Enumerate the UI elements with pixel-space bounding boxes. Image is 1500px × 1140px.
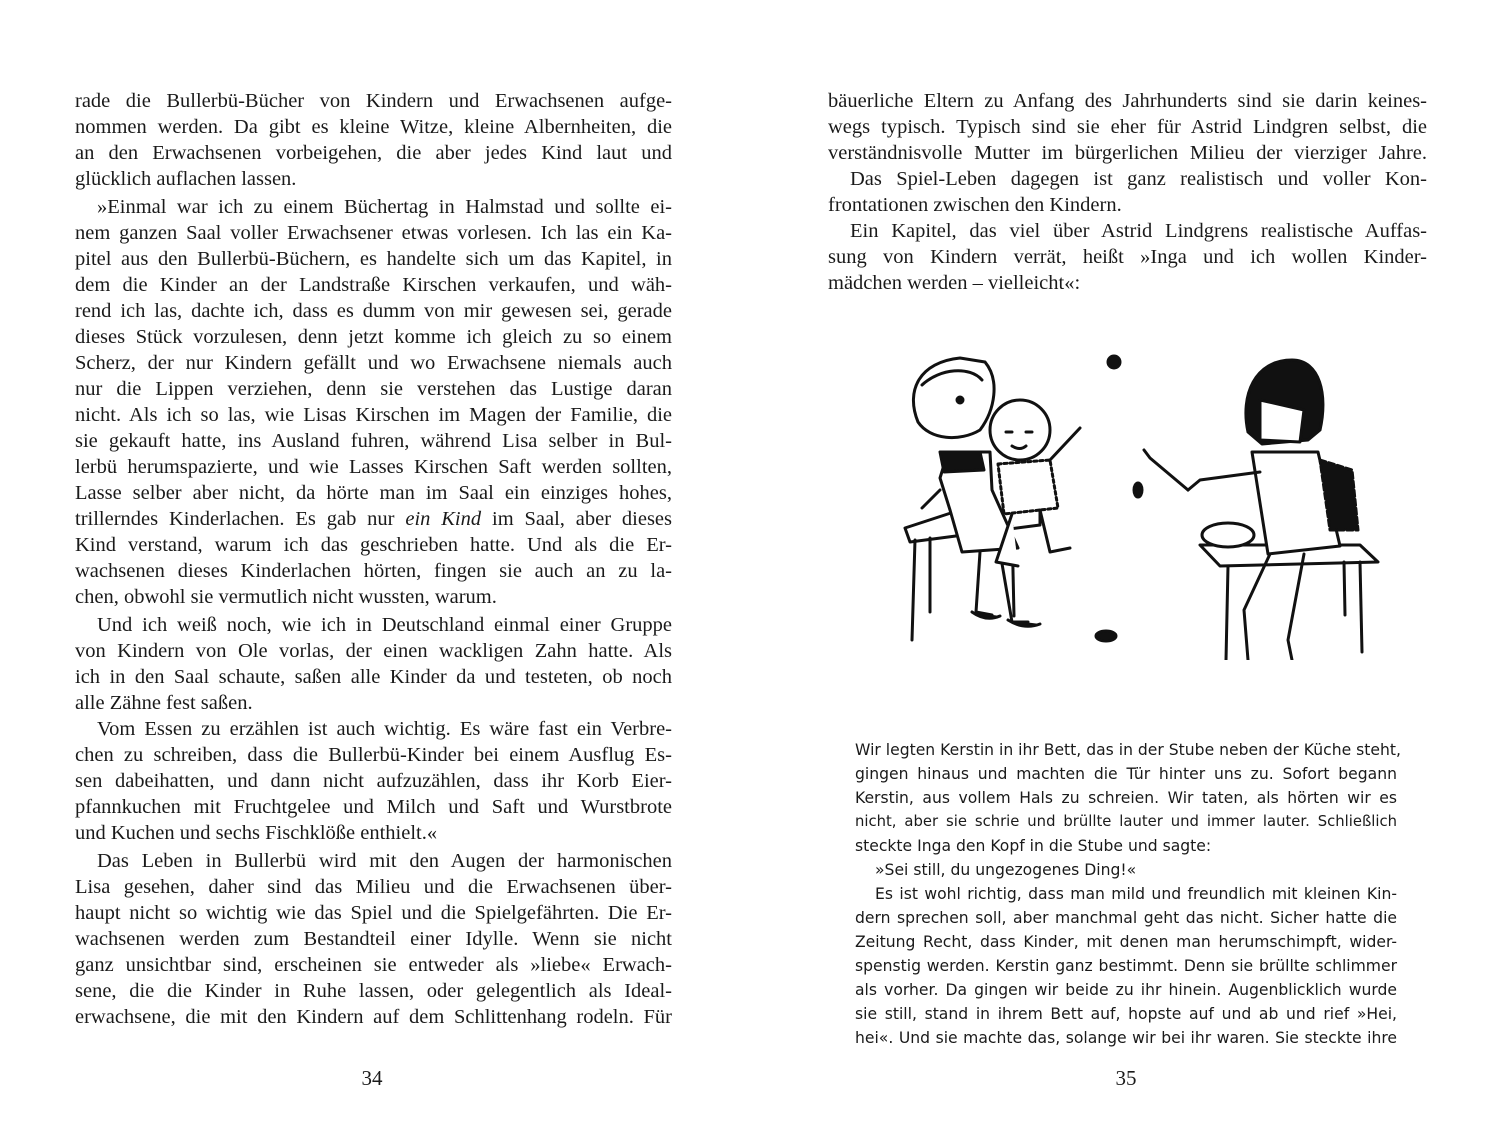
emphasis-ein-kind: ein Kind [405, 508, 482, 530]
text-line: Vom Essen zu erzählen ist auch wichtig. Es wäre fast ein Verbre- [97, 718, 672, 740]
text-line: nicht. Als ich so las, wie Lisas Kirschen im Magen der Familie, die [75, 404, 672, 426]
text-line: haupt nicht so wichtig wie das Spiel und die Spielgefährten. Die Er- [75, 902, 672, 924]
quote-line: gingen hinaus und machten die Tür hinter uns zu. Sofort begann [855, 765, 1397, 783]
text-line: ich in den Saal schaute, saßen alle Kinder da und testeten, ob noch [75, 666, 672, 688]
text-line: Lisa gesehen, daher sind das Milieu und die Erwachsenen über- [75, 876, 672, 898]
text-span: im Saal, aber dieses [481, 508, 672, 530]
text-line: wachsenen werden zum Bestandteil einer Idylle. Wenn sie nicht [75, 928, 672, 950]
quote-line: spenstig werden. Kerstin ganz bestimmt. Denn sie brüllte schlimmer [855, 957, 1397, 975]
quote-line: Kerstin, aus vollem Hals zu schreien. Wir taten, als hörten wir es [855, 789, 1397, 807]
quote-line: hei«. Und sie machte das, solange wir bei ihr waren. Sie steckte ihre [855, 1029, 1397, 1047]
page-number: 35 [1115, 1066, 1137, 1090]
text-line: und Kuchen und sechs Fischklöße enthielt.« [75, 822, 438, 844]
text-line: Lasse selber aber nicht, da hörte man im Saal ein einziges hohes, [75, 482, 672, 504]
text-line: nur die Lippen verziehen, denn sie verstehen das Lustige daran [75, 378, 672, 400]
quote-line: sie still, stand in ihrem Bett auf, hopste auf und ab und rief »Hei, [855, 1005, 1397, 1023]
text-line: sung von Kindern verrät, heißt »Inga und ich wollen Kinder- [828, 246, 1427, 268]
text-line: rend ich las, dachte ich, dass es dumm von mir gewesen sei, gerade [75, 300, 672, 322]
text-line: glücklich auflachen lassen. [75, 168, 297, 190]
text-line: dieses Stück vorzulesen, denn jetzt komme ich gleich zu so einem [75, 326, 672, 348]
text-line: chen, obwohl sie vermutlich nicht wussten, warum. [75, 586, 497, 608]
text-line: mädchen werden – vielleicht«: [828, 272, 1081, 294]
text-line: erwachsene, die mit den Kindern auf dem Schlittenhang rodeln. Für [75, 1006, 672, 1028]
text-line: Kind verstand, warum ich das geschrieben hatte. Und als die Er- [75, 534, 672, 556]
quote-line: als vorher. Da gingen wir beide zu ihr hinein. Augenblicklich wurde [855, 981, 1397, 999]
text-line: ganz unsichtbar sind, erscheinen sie entweder als »liebe« Erwach- [75, 954, 672, 976]
quote-line: Zeitung Recht, dass Kinder, mit denen man herumschimpft, wider- [855, 933, 1397, 951]
quote-line: steckte Inga den Kopf in die Stube und sagte: [855, 837, 1212, 855]
text-line: wachsenen dieses Kinderlachen hörten, fingen sie auch an zu la- [75, 560, 672, 582]
quote-line: »Sei still, du ungezogenes Ding!« [875, 861, 1137, 879]
text-line: wegs typisch. Typisch sind sie eher für Astrid Lindgren selbst, die [828, 116, 1427, 138]
right-page [750, 0, 1500, 1140]
text-line: Und ich weiß noch, wie ich in Deutschland einmal einer Gruppe [97, 614, 672, 636]
text-line: lerbü herumspazierte, und wie Lasses Kirschen Saft werden sollten, [75, 456, 672, 478]
text-line-with-emphasis [75, 506, 672, 532]
quote-line: nicht, aber sie schrie und brüllte lauter und immer lauter. Schließlich [855, 813, 1397, 830]
text-line: dem die Kinder an der Landstraße Kirschen verkaufen, und wäh- [75, 274, 672, 296]
text-line: nem ganzen Saal voller Erwachsener etwas vorlesen. Ich las ein Ka- [75, 222, 672, 244]
children-illustration [900, 340, 1400, 660]
text-line: frontationen zwischen den Kindern. [828, 194, 1122, 216]
text-line: Scherz, der nur Kindern gefällt und wo Erwachsene niemals auch [75, 352, 672, 374]
text-span: trillerndes Kinderlachen. Es gab nur [75, 508, 406, 530]
text-line: »Einmal war ich zu einem Büchertag in Halmstad und sollte ei- [97, 196, 672, 218]
page-number: 34 [361, 1066, 383, 1090]
text-line: Das Leben in Bullerbü wird mit den Augen der harmonischen [97, 850, 672, 872]
text-line: rade die Bullerbü-Bücher von Kindern und Erwachsenen aufge- [75, 90, 672, 112]
text-line: Ein Kapitel, das viel über Astrid Lindgrens realistische Auffas- [850, 220, 1427, 242]
quote-line: Es ist wohl richtig, dass man mild und freundlich mit kleinen Kin- [875, 885, 1397, 903]
text-line: alle Zähne fest saßen. [75, 692, 253, 714]
text-line: verständnisvolle Mutter im bürgerlichen Milieu der vierziger Jahre. [828, 142, 1427, 164]
text-line: pfannkuchen mit Fruchtgelee und Milch und Saft und Wurstbrote [75, 796, 672, 818]
text-line: sen dabeihatten, und dann nicht aufzuzählen, dass ihr Korb Eier- [75, 770, 672, 792]
text-line: sie gekauft hatte, ins Ausland fuhren, während Lisa selber in Bul- [75, 430, 672, 452]
text-line: an den Erwachsenen vorbeigehen, die aber jedes Kind laut und [75, 142, 672, 164]
text-line: von Kindern von Ole vorlas, der einen wackligen Zahn hatte. Als [75, 640, 672, 662]
text-line: chen zu schreiben, dass die Bullerbü-Kinder bei einem Ausflug Es- [75, 744, 672, 766]
text-line: sene, die die Kinder in Ruhe lassen, oder gelegentlich als Ideal- [75, 980, 672, 1002]
text-line: pitel aus den Bullerbü-Büchern, es handelte sich um das Kapitel, in [75, 248, 672, 270]
quote-line: dern sprechen soll, aber manchmal geht das nicht. Sicher hatte die [855, 909, 1397, 927]
text-line: bäuerliche Eltern zu Anfang des Jahrhunderts sind sie darin keines- [828, 90, 1427, 112]
quote-line: Wir legten Kerstin in ihr Bett, das in der Stube neben der Küche steht, [855, 741, 1401, 759]
text-line: Das Spiel-Leben dagegen ist ganz realistisch und voller Kon- [850, 168, 1427, 190]
text-line: nommen werden. Da gibt es kleine Witze, kleine Albernheiten, die [75, 116, 672, 138]
